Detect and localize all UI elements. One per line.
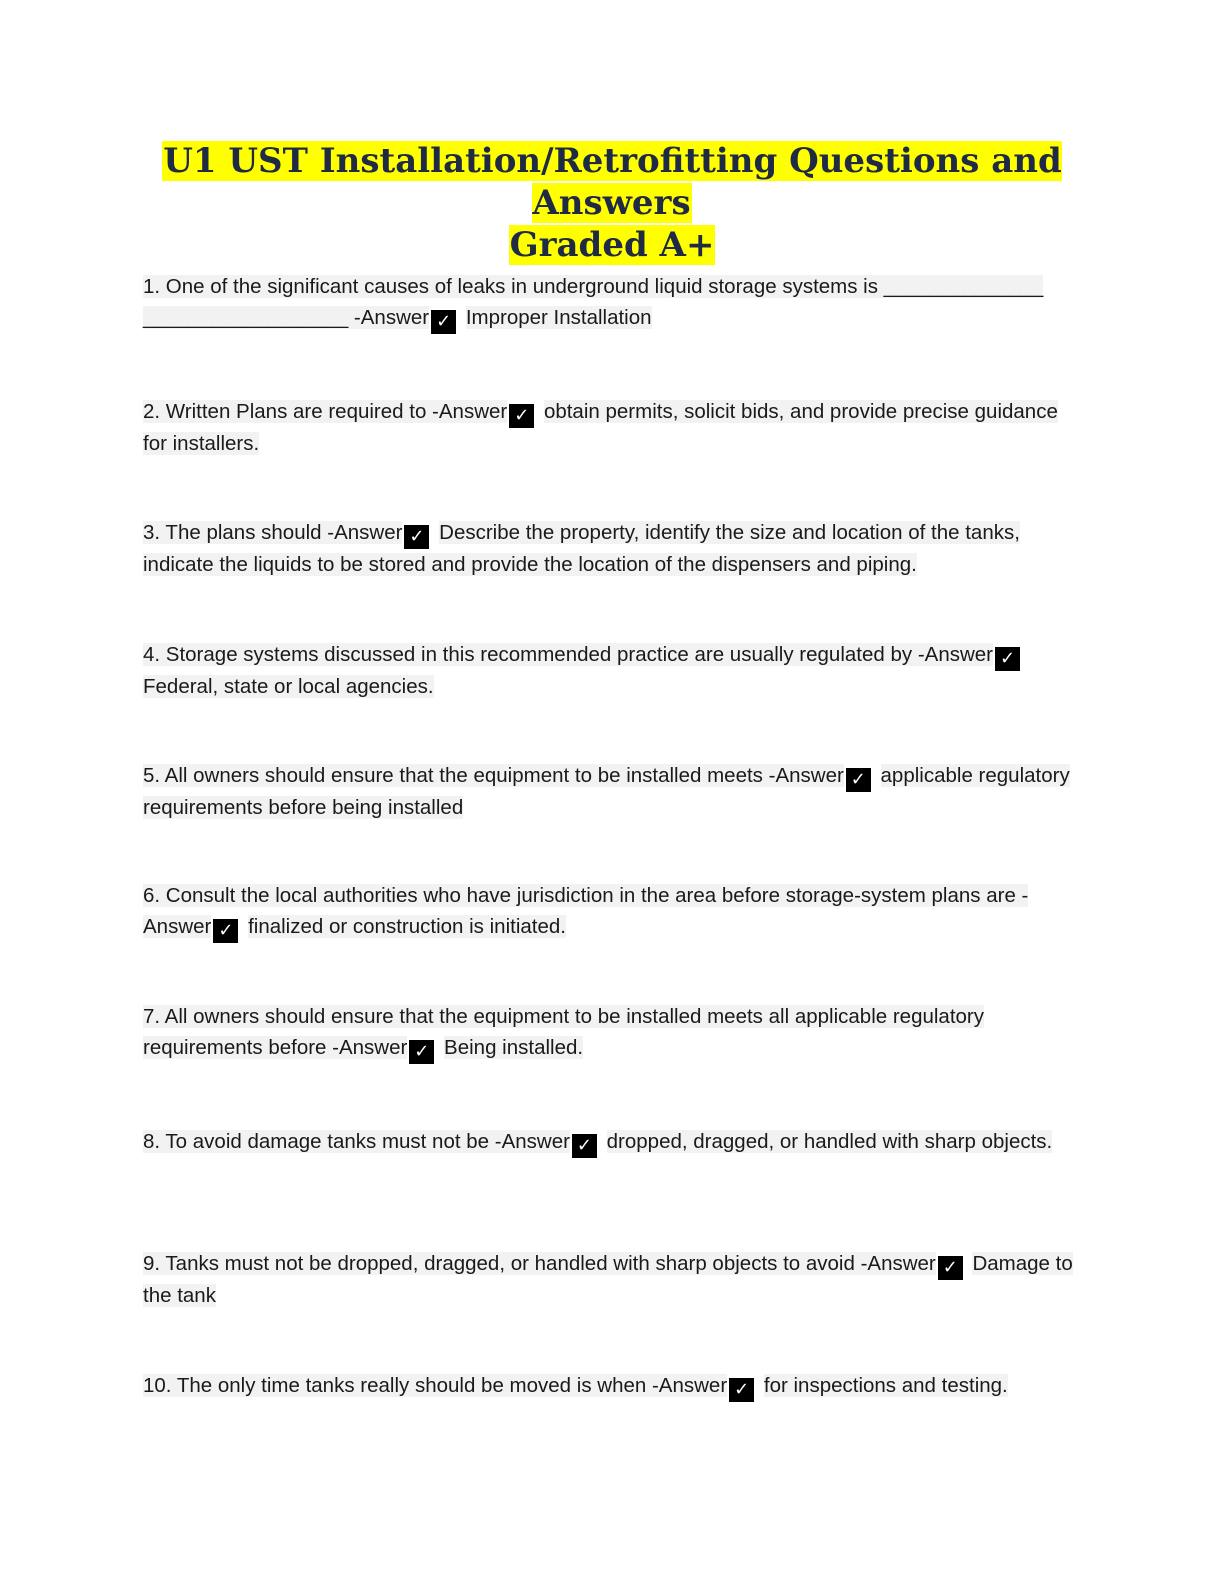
- check-icon: ✓: [409, 1040, 434, 1064]
- answer-text: Describe the property, identify the size and location of the tanks, indicate the liquids to be stored and provide the location of the dispensers and piping.: [143, 521, 1020, 576]
- answer-text: Damage to the tank: [143, 1252, 1073, 1307]
- question-text: 2. Written Plans are required to -Answer: [143, 400, 508, 423]
- check-icon: ✓: [404, 525, 429, 549]
- answer-text: for inspections and testing.: [763, 1374, 1008, 1397]
- check-icon: ✓: [213, 919, 238, 943]
- question-text: 7. All owners should ensure that the equipment to be installed meets all applicable regulatory requirements before -Answer: [143, 1005, 985, 1059]
- answer-text: obtain permits, solicit bids, and provide precise guidance for installers.: [143, 400, 1058, 455]
- qa-item-2: [143, 396, 1073, 459]
- answer-text: Being installed.: [444, 1036, 584, 1059]
- document-title: [140, 140, 1084, 266]
- qa-item-3: [143, 517, 1073, 580]
- answer-text: dropped, dragged, or handled with sharp objects.: [606, 1130, 1053, 1153]
- question-text: 9. Tanks must not be dropped, dragged, or handled with sharp objects to avoid -Answer: [143, 1252, 936, 1275]
- title-line-2: Graded A+: [509, 225, 715, 265]
- qa-item-1: [143, 271, 1073, 334]
- check-icon: ✓: [509, 404, 534, 428]
- check-icon: ✓: [729, 1378, 754, 1402]
- answer-text: Federal, state or local agencies.: [143, 675, 434, 698]
- check-icon: ✓: [572, 1134, 597, 1158]
- qa-item-10: [143, 1370, 1073, 1402]
- answer-text: finalized or construction is initiated.: [248, 915, 566, 938]
- answer-text: Improper Installation: [465, 306, 652, 329]
- question-text: 4. Storage systems discussed in this recommended practice are usually regulated by -Answer: [143, 643, 994, 666]
- qa-item-8: [143, 1126, 1073, 1158]
- question-text: 8. To avoid damage tanks must not be -Answer: [143, 1130, 570, 1153]
- question-text: 5. All owners should ensure that the equipment to be installed meets -Answer: [143, 764, 844, 787]
- question-text: 1. One of the significant causes of leaks in underground liquid storage systems is ______________ __________________ -Answer: [143, 275, 1044, 329]
- answer-text: applicable regulatory requirements before being installed: [143, 764, 1070, 819]
- check-icon: ✓: [431, 310, 456, 334]
- qa-item-6: [143, 880, 1073, 943]
- title-line-1: U1 UST Installation/Retrofitting Questions and Answers: [163, 141, 1062, 223]
- question-text: 10. The only time tanks really should be moved is when -Answer: [143, 1374, 728, 1397]
- question-text: 6. Consult the local authorities who have jurisdiction in the area before storage-system plans are -Answer: [143, 884, 1029, 938]
- question-text: 3. The plans should -Answer: [143, 521, 403, 544]
- qa-item-5: [143, 760, 1073, 823]
- check-icon: ✓: [938, 1256, 963, 1280]
- check-icon: ✓: [846, 768, 871, 792]
- check-icon: ✓: [995, 647, 1020, 671]
- qa-item-7: [143, 1001, 1073, 1064]
- qa-item-4: [143, 639, 1073, 702]
- qa-item-9: [143, 1248, 1073, 1311]
